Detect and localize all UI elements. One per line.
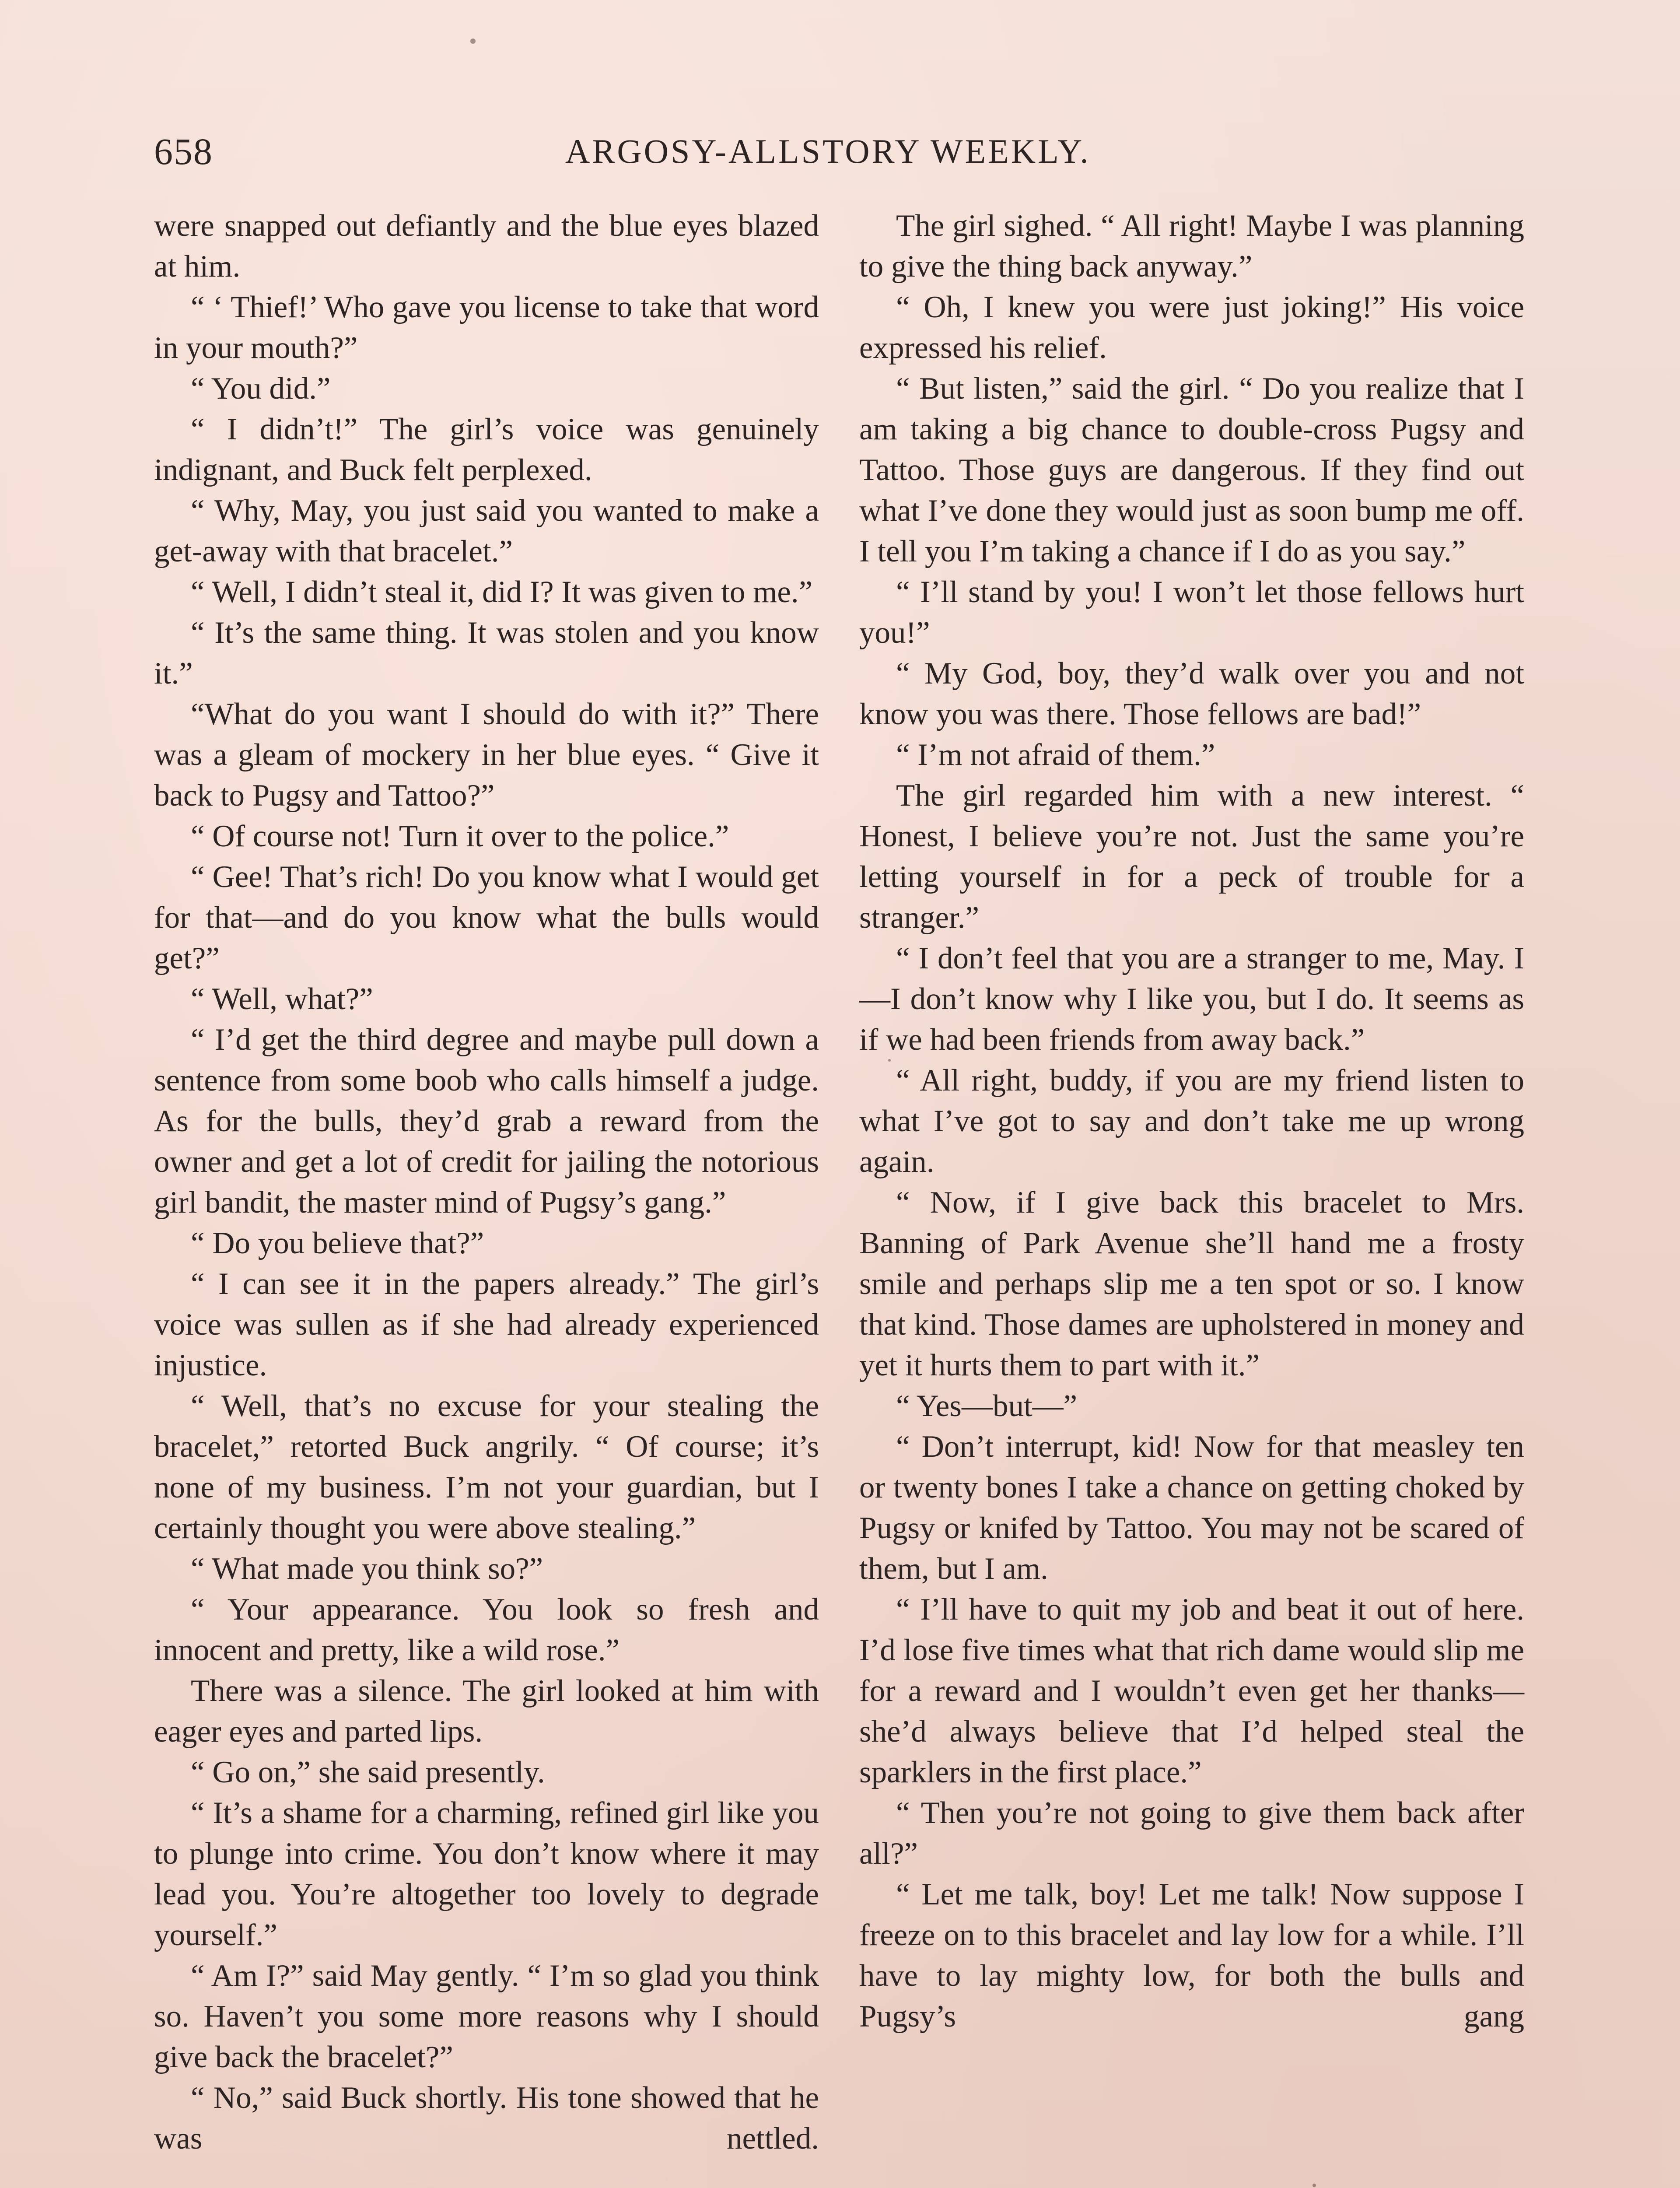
paragraph: “ Well, I didn’t steal it, did I? It was given to me.”	[191, 575, 813, 609]
paragraph: “ I can see it in the papers already.” The girl’s voice was sullen as if she had already experienced injustice.	[154, 1267, 819, 1382]
paragraph: “ Your appearance. You look so fresh and innocent and pretty, like a wild rose.”	[154, 1592, 819, 1667]
paragraph: “ I’ll stand by you! I won’t let those fellows hurt you!”	[859, 575, 1524, 650]
paragraph: “ Now, if I give back this bracelet to Mrs. Banning of Park Avenue she’ll hand me a frosty smile and perhaps slip me a ten spot or so. I know that kind. Those dames are upholstered in money and yet it hurts them to part with it.”	[859, 1185, 1524, 1382]
paragraph: “ Why, May, you just said you wanted to make a get-away with that bracelet.”	[154, 494, 819, 568]
paper-speck	[1312, 2184, 1316, 2187]
paragraph: “ Oh, I knew you were just joking!” His voice expressed his relief.	[859, 290, 1524, 365]
running-head: ARGOSY-ALLSTORY WEEKLY.	[565, 132, 1091, 170]
paragraph: “ Then you’re not going to give them back after all?”	[859, 1796, 1524, 1871]
paragraph: “ I didn’t!” The girl’s voice was genuinely indignant, and Buck felt perplexed.	[154, 412, 819, 487]
paper-speck	[470, 39, 476, 44]
paragraph: “ I don’t feel that you are a stranger to me, May. I—I don’t know why I like you, but I do. It seems as if we had been friends from away back.”	[859, 941, 1524, 1057]
paragraph: “ Don’t interrupt, kid! Now for that measley ten or twenty bones I take a chance on getting choked by Pugsy or knifed by Tattoo. You may not be scared of them, but I am.	[859, 1430, 1524, 1586]
paragraph: “ Of course not! Turn it over to the police.”	[191, 819, 729, 853]
paragraph: “ Well, that’s no excuse for your stealing the bracelet,” retorted Buck angrily. “ Of course; it’s none of my business. I’m not your guardian, but I certainly thought you were above stealing.”	[154, 1389, 819, 1545]
paragraph: “ You did.”	[191, 372, 331, 406]
paragraph: “What do you want I should do with it?” There was a gleam of mockery in her blue eyes. “ Give it back to Pugsy and Tattoo?”	[154, 697, 819, 813]
paragraph: “ It’s the same thing. It was stolen and you know it.”	[154, 616, 819, 691]
paragraph: “ Do you believe that?”	[191, 1226, 484, 1260]
right-text-column	[859, 206, 1524, 2037]
paragraph: “ What made you think so?”	[191, 1552, 543, 1586]
left-text-column	[154, 206, 819, 2159]
page-header	[154, 125, 1125, 178]
paragraph: “ All right, buddy, if you are my friend listen to what I’ve got to say and don’t take me up wrong again.	[859, 1063, 1524, 1179]
paragraph: The girl sighed. “ All right! Maybe I was planning to give the thing back anyway.”	[859, 209, 1524, 284]
paragraph: “ I’m not afraid of them.”	[896, 738, 1215, 772]
paragraph: “ Let me talk, boy! Let me talk! Now suppose I freeze on to this bracelet and lay low for a while. I’ll have to lay mighty low, for both the bulls and Pugsy’s gang	[859, 1877, 1524, 2034]
paragraph: “ Gee! That’s rich! Do you know what I would get for that—and do you know what the bulls would get?”	[154, 860, 819, 975]
paragraph: “ I’ll have to quit my job and beat it out of here. I’d lose five times what that rich dame would slip me for a reward and I wouldn’t even get her thanks—she’d always believe that I’d helped steal the sparklers in the first place.”	[859, 1592, 1524, 1789]
paragraph: “ I’d get the third degree and maybe pull down a sentence from some boob who calls himself a judge. As for the bulls, they’d grab a reward from the owner and get a lot of credit for jailing the notorious girl bandit, the master mind of Pugsy’s gang.”	[154, 1023, 819, 1220]
paragraph: There was a silence. The girl looked at him with eager eyes and parted lips.	[154, 1674, 819, 1749]
paragraph: were snapped out defiantly and the blue eyes blazed at him.	[154, 209, 819, 284]
paragraph: “ But listen,” said the girl. “ Do you realize that I am taking a big chance to double-cross Pugsy and Tattoo. Those guys are dangerous. If they find out what I’ve done they would just as soon bump me off. I tell you I’m taking a chance if I do as you say.”	[859, 372, 1524, 568]
paragraph: “ Go on,” she said presently.	[191, 1755, 545, 1789]
paragraph: “ Well, what?”	[191, 982, 373, 1016]
page-number: 658	[154, 130, 213, 172]
paragraph: “ My God, boy, they’d walk over you and not know you was there. Those fellows are bad!”	[859, 656, 1524, 731]
paragraph: “ Yes—but—”	[896, 1389, 1078, 1423]
paragraph: The girl regarded him with a new interest. “ Honest, I believe you’re not. Just the same you’re letting yourself in for a peck of trouble for a stranger.”	[859, 778, 1524, 935]
paragraph: “ ‘ Thief!’ Who gave you license to take that word in your mouth?”	[154, 290, 819, 365]
paragraph: “ It’s a shame for a charming, refined girl like you to plunge into crime. You don’t know where it may lead you. You’re altogether too lovely to degrade yourself.”	[154, 1796, 819, 1952]
paragraph: “ Am I?” said May gently. “ I’m so glad you think so. Haven’t you some more reasons why I should give back the bracelet?”	[154, 1959, 819, 2074]
paragraph: “ No,” said Buck shortly. His tone showed that he was nettled.	[154, 2081, 819, 2156]
